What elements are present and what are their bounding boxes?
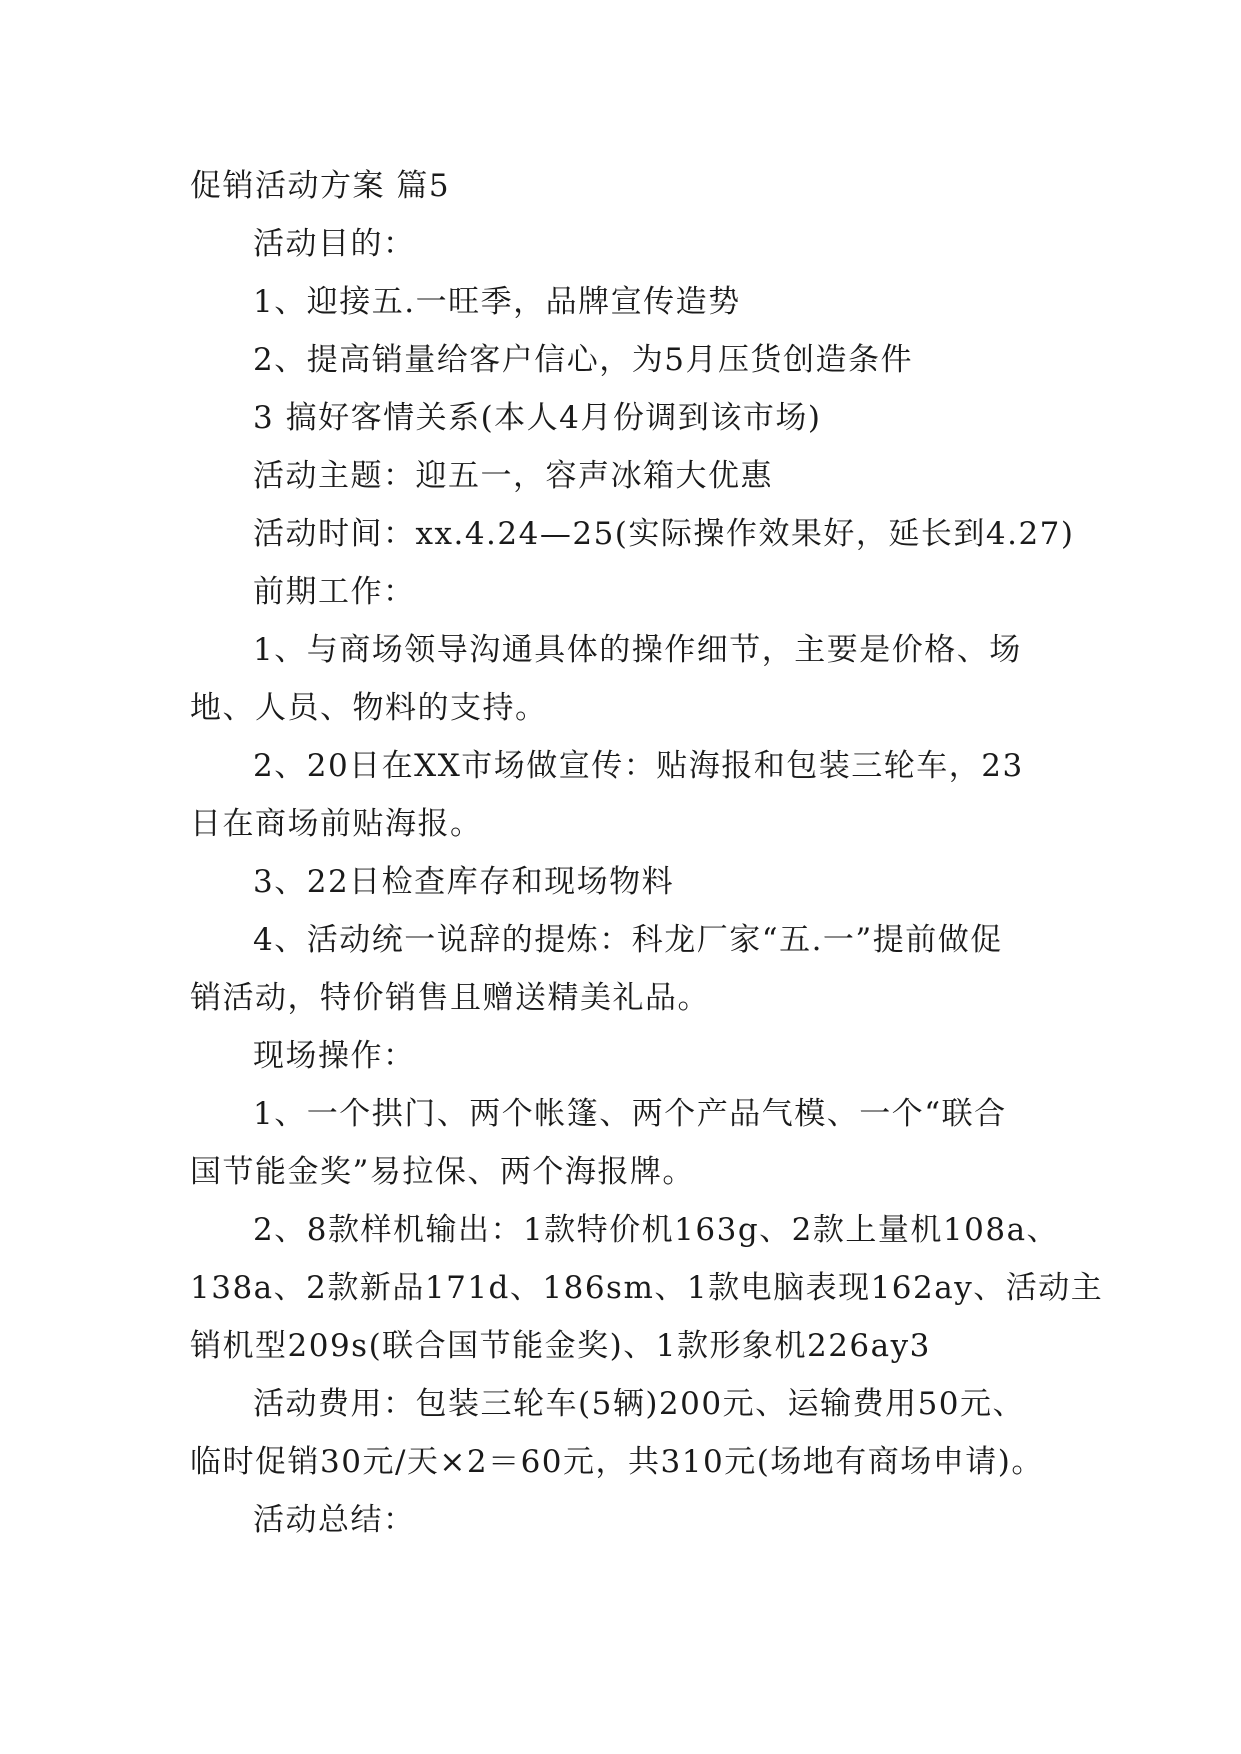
paragraph-line: 138a、2款新品171d、186sm、1款电脑表现162ay、活动主 xyxy=(190,1270,1104,1306)
section-heading-purpose: 活动目的： xyxy=(253,226,416,262)
paragraph-line: 3、22日检查库存和现场物料 xyxy=(253,864,675,900)
paragraph-line: 2、8款样机输出：1款特价机163g、2款上量机108a、 xyxy=(253,1212,1060,1248)
paragraph-line: 国节能金奖”易拉保、两个海报牌。 xyxy=(190,1154,695,1190)
section-heading-preparation: 前期工作： xyxy=(253,574,416,610)
paragraph-line: 地、人员、物料的支持。 xyxy=(190,690,548,726)
paragraph-line: 1、迎接五.一旺季，品牌宣传造势 xyxy=(253,284,741,320)
paragraph-line: 活动主题：迎五一，容声冰箱大优惠 xyxy=(253,458,773,494)
paragraph-line: 3 搞好客情关系(本人4月份调到该市场) xyxy=(253,400,822,436)
paragraph-line: 销活动，特价销售且赠送精美礼品。 xyxy=(190,980,710,1016)
paragraph-line: 临时促销30元/天×2＝60元，共310元(场地有商场申请)。 xyxy=(190,1444,1044,1480)
paragraph-line: 2、20日在XX市场做宣传：贴海报和包装三轮车，23 xyxy=(253,748,1024,784)
paragraph-line: 活动时间：xx.4.24—25(实际操作效果好，延长到4.27) xyxy=(253,516,1075,552)
paragraph-line: 2、提高销量给客户信心，为5月压货创造条件 xyxy=(253,342,913,378)
paragraph-line: 日在商场前贴海报。 xyxy=(190,806,483,842)
section-heading-onsite: 现场操作： xyxy=(253,1038,416,1074)
paragraph-line: 4、活动统一说辞的提炼：科龙厂家“五.一”提前做促 xyxy=(253,922,1003,958)
paragraph-line: 1、与商场领导沟通具体的操作细节，主要是价格、场 xyxy=(253,632,1022,668)
paragraph-line: 1、一个拱门、两个帐篷、两个产品气模、一个“联合 xyxy=(253,1096,1007,1132)
paragraph-line: 销机型209s(联合国节能金奖)、1款形象机226ay3 xyxy=(190,1328,931,1364)
paragraph-line: 活动费用：包装三轮车(5辆)200元、运输费用50元、 xyxy=(253,1386,1026,1422)
section-heading-summary: 活动总结： xyxy=(253,1502,416,1538)
document-title: 促销活动方案 篇5 xyxy=(190,168,451,204)
